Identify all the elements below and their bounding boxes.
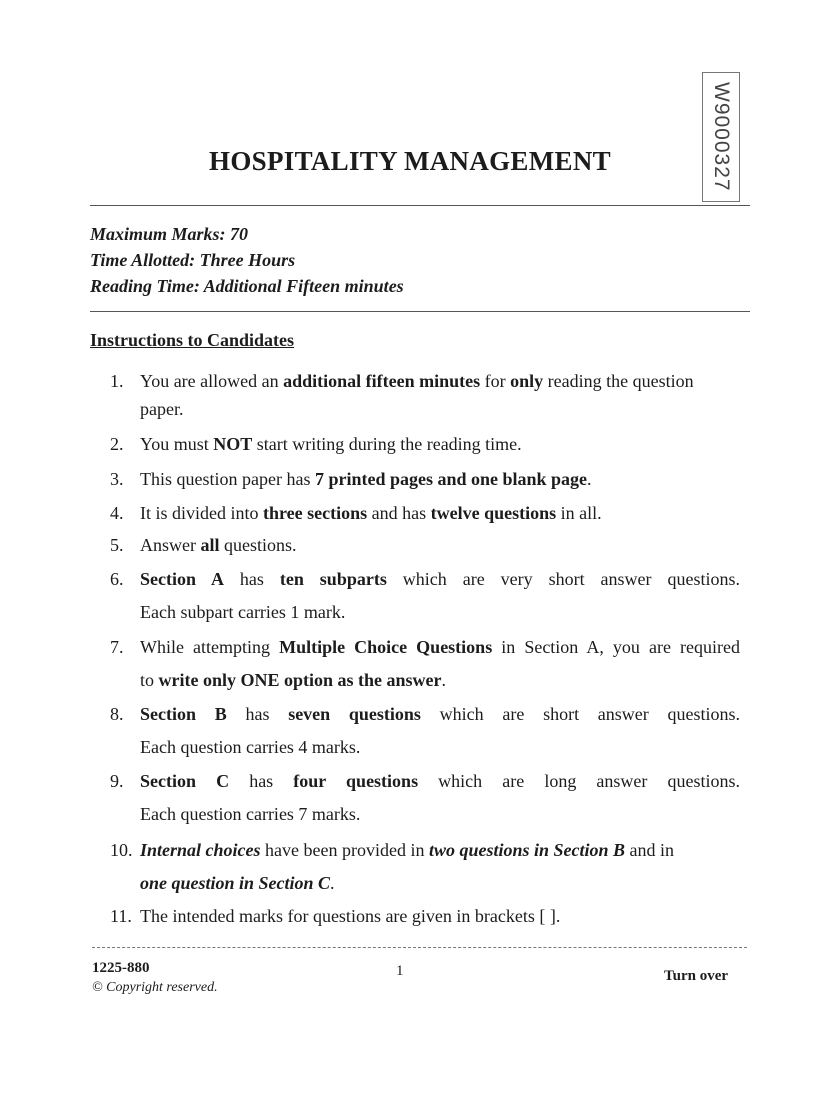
item-text: The intended marks for questions are given in brackets [ ]. (140, 906, 561, 926)
item-continuation: one question in Section C. (140, 873, 335, 893)
item-text: This question paper has 7 printed pages and one blank page. (140, 469, 592, 489)
item-number: 7. (110, 637, 124, 657)
item-text: Internal choices have been provided in two questions in Section B and in (140, 840, 675, 860)
item-text: Section B has seven questions which are short answer questions. (140, 704, 740, 724)
title-rule (90, 205, 750, 206)
item-text: Answer all questions. (140, 535, 297, 555)
item-number: 10. (110, 840, 133, 860)
reading-time: Reading Time: Additional Fifteen minutes (90, 276, 404, 296)
time-allotted: Time Allotted: Three Hours (90, 250, 296, 270)
item-text: You are allowed an additional fifteen minutes for only reading the question (140, 371, 694, 391)
max-marks: Maximum Marks: 70 (90, 224, 249, 244)
item-number: 11. (110, 906, 132, 926)
footer-divider (92, 947, 747, 948)
item-number: 8. (110, 704, 124, 724)
item-continuation: Each question carries 7 marks. (140, 804, 361, 824)
instructions-heading: Instructions to Candidates (90, 330, 295, 350)
footer-turn-over: Turn over (664, 968, 729, 984)
item-number: 6. (110, 569, 124, 589)
item-text: Section A has ten subparts which are very short answer questions. (140, 569, 740, 589)
item-number: 1. (110, 371, 124, 391)
item-number: 5. (110, 535, 124, 555)
footer-paper-code: 1225-880 (92, 960, 150, 976)
item-text: It is divided into three sections and has twelve questions in all. (140, 503, 602, 523)
paper-code-box (702, 72, 740, 202)
item-continuation: paper. (140, 399, 184, 419)
item-text: Section C has four questions which are long answer questions. (140, 771, 740, 791)
footer-page-number: 1 (396, 963, 404, 979)
item-number: 2. (110, 434, 124, 454)
footer-copyright: © Copyright reserved. (92, 980, 218, 995)
item-number: 9. (110, 771, 124, 791)
item-number: 3. (110, 469, 124, 489)
item-continuation: Each question carries 4 marks. (140, 737, 361, 757)
paper-code: W9000327 (710, 82, 733, 192)
item-continuation: Each subpart carries 1 mark. (140, 602, 346, 622)
page-title: HOSPITALITY MANAGEMENT (209, 146, 611, 176)
item-continuation: to write only ONE option as the answer. (140, 670, 447, 690)
item-text: While attempting Multiple Choice Questions in Section A, you are required (140, 637, 740, 657)
item-text: You must NOT start writing during the reading time. (140, 434, 522, 454)
item-number: 4. (110, 503, 124, 523)
meta-rule (90, 311, 750, 312)
